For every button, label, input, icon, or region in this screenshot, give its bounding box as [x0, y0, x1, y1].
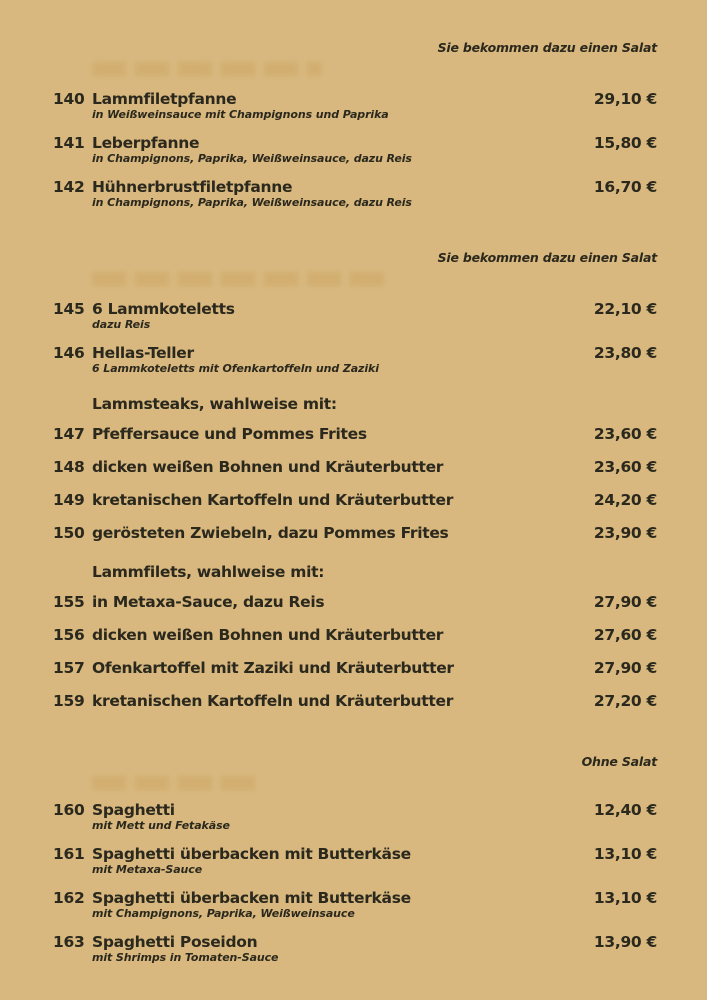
menu-item [53, 426, 657, 443]
item-price: 27,20 € [593, 692, 657, 710]
section-pan-dishes [53, 40, 657, 210]
item-description: mit Champignons, Paprika, Weißweinsauce [92, 907, 355, 920]
menu-item [53, 492, 657, 509]
item-description: mit Metaxa-Sauce [92, 863, 203, 876]
item-price: 15,80 € [593, 134, 657, 152]
item-number: 148 [53, 458, 85, 476]
item-number: 141 [53, 134, 85, 152]
menu-item [53, 91, 657, 122]
item-price: 23,90 € [593, 524, 657, 542]
item-number: 163 [53, 933, 85, 951]
menu-item [53, 934, 657, 965]
item-title: Hühnerbrustfiletpfanne [92, 178, 293, 196]
section-note: Sie bekommen dazu einen Salat [437, 40, 657, 55]
item-price: 22,10 € [593, 300, 657, 318]
item-title: in Metaxa-Sauce, dazu Reis [92, 593, 325, 611]
item-number: 147 [53, 425, 85, 443]
item-description: mit Shrimps in Tomaten-Sauce [92, 951, 279, 964]
item-price: 23,60 € [593, 425, 657, 443]
item-title: Spaghetti [92, 801, 175, 819]
item-description: 6 Lammkoteletts mit Ofenkartoffeln und Zaziki [92, 362, 379, 375]
item-price: 24,20 € [593, 491, 657, 509]
item-price: 13,10 € [593, 845, 657, 863]
item-title: kretanischen Kartoffeln und Kräuterbutter [92, 491, 454, 509]
item-description: mit Mett und Fetakäse [92, 819, 230, 832]
item-number: 145 [53, 300, 85, 318]
item-number: 140 [53, 90, 85, 108]
item-title: kretanischen Kartoffeln und Kräuterbutter [92, 692, 454, 710]
item-number: 155 [53, 593, 85, 611]
menu-item [53, 890, 657, 921]
item-description: in Champignons, Paprika, Weißweinsauce, dazu Reis [92, 196, 412, 209]
item-number: 157 [53, 659, 85, 677]
faded-section-header [92, 272, 385, 286]
menu-item [53, 627, 657, 644]
item-price: 23,80 € [593, 344, 657, 362]
item-number: 162 [53, 889, 85, 907]
menu-item [53, 693, 657, 710]
menu-item [53, 345, 657, 376]
faded-section-header [92, 776, 262, 790]
menu-item [53, 459, 657, 476]
item-number: 159 [53, 692, 85, 710]
item-title: Spaghetti überbacken mit Butterkäse [92, 845, 411, 863]
menu-item [53, 846, 657, 877]
group-subheader-lammsteaks: Lammsteaks, wahlweise mit: [92, 395, 337, 413]
item-title: Leberpfanne [92, 134, 200, 152]
item-price: 27,90 € [593, 593, 657, 611]
item-title: Spaghetti Poseidon [92, 933, 258, 951]
item-number: 146 [53, 344, 85, 362]
item-description: in Champignons, Paprika, Weißweinsauce, dazu Reis [92, 152, 412, 165]
item-price: 16,70 € [593, 178, 657, 196]
section-note: Ohne Salat [581, 754, 657, 769]
menu-item [53, 525, 657, 542]
item-description: in Weißweinsauce mit Champignons und Paprika [92, 108, 389, 121]
section-spaghetti [53, 754, 657, 965]
item-number: 150 [53, 524, 85, 542]
item-price: 13,10 € [593, 889, 657, 907]
item-price: 23,60 € [593, 458, 657, 476]
item-price: 27,60 € [593, 626, 657, 644]
item-title: Pfeffersauce und Pommes Frites [92, 425, 367, 443]
section-note: Sie bekommen dazu einen Salat [437, 250, 657, 265]
menu-item [53, 594, 657, 611]
item-description: dazu Reis [92, 318, 151, 331]
item-price: 13,90 € [593, 933, 657, 951]
item-title: Lammfiletpfanne [92, 90, 237, 108]
menu-item [53, 301, 657, 332]
item-number: 142 [53, 178, 85, 196]
item-price: 27,90 € [593, 659, 657, 677]
item-number: 161 [53, 845, 85, 863]
item-title: gerösteten Zwiebeln, dazu Pommes Frites [92, 524, 449, 542]
menu-item [53, 802, 657, 833]
group-subheader-lammfilets: Lammfilets, wahlweise mit: [92, 563, 325, 581]
item-title: Hellas-Teller [92, 344, 194, 362]
item-number: 156 [53, 626, 85, 644]
item-title: Ofenkartoffel mit Zaziki und Kräuterbutter [92, 659, 454, 677]
item-number: 149 [53, 491, 85, 509]
section-lamb-dishes [53, 250, 657, 710]
menu-item [53, 135, 657, 166]
menu-item [53, 660, 657, 677]
menu-item [53, 179, 657, 210]
item-title: Spaghetti überbacken mit Butterkäse [92, 889, 411, 907]
item-title: 6 Lammkoteletts [92, 300, 235, 318]
item-title: dicken weißen Bohnen und Kräuterbutter [92, 458, 444, 476]
item-title: dicken weißen Bohnen und Kräuterbutter [92, 626, 444, 644]
item-number: 160 [53, 801, 85, 819]
item-price: 29,10 € [593, 90, 657, 108]
item-price: 12,40 € [593, 801, 657, 819]
faded-section-header [92, 62, 322, 76]
